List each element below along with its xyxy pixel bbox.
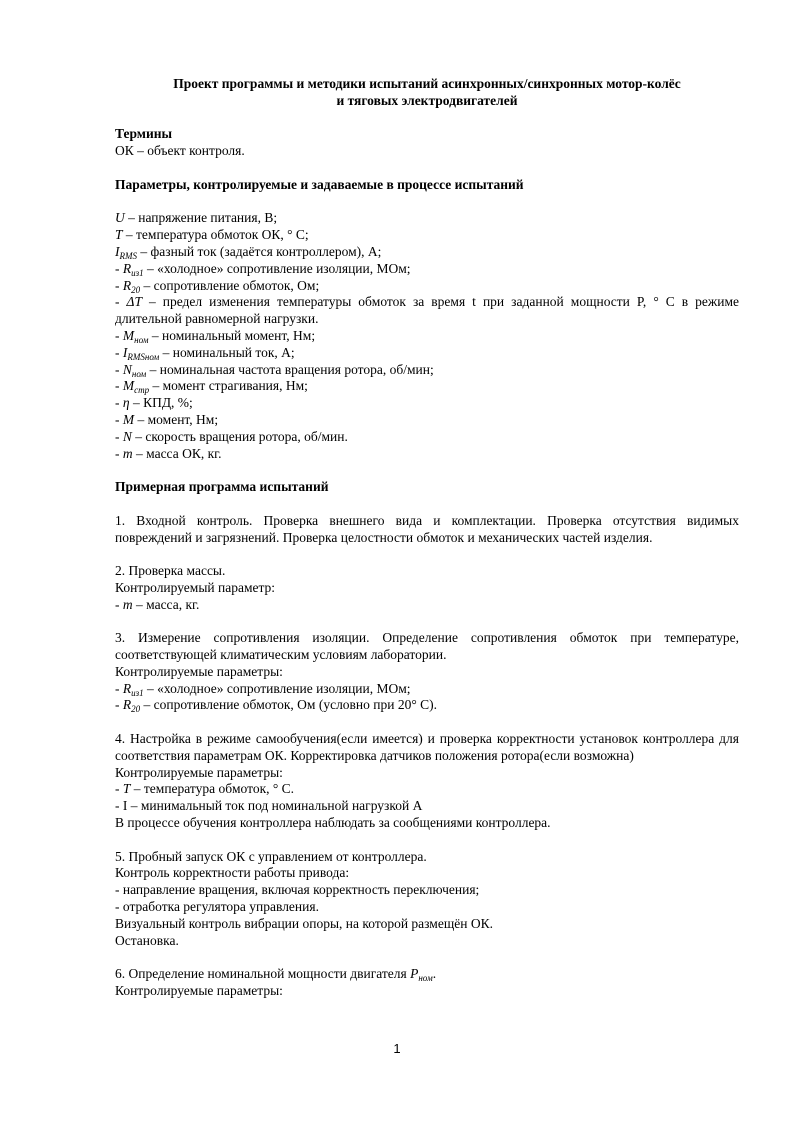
param-item: - $M_{ном}$ – номинальный момент, Нм; — [115, 327, 316, 345]
terms-heading: Термины — [115, 126, 173, 142]
page-number: 1 — [393, 1041, 401, 1056]
step-4-text: 4. Настройка в режиме самообучения(если имеется) и проверка корректности установок контроллера для соответствия параметрам ОК. Корректировка датчиков положения ротора(если возможна) — [115, 731, 739, 763]
param-item: - $M_{стр}$ – момент страгивания, Нм; — [115, 378, 308, 396]
step-3-param-insulation: - $R_{из1}$ – «холодное» сопротивление изоляции, МОм; — [115, 680, 411, 698]
step-5-line-5: Остановка. — [115, 932, 179, 948]
param-item: - $I_{RMSном}$ – номинальный ток, А; — [115, 344, 295, 362]
step-5-line-2: - направление вращения, включая корректность переключения; — [115, 882, 480, 898]
step-3-param-resistance: - $R_{20}$ – сопротивление обмоток, Ом (условно при 20° С). — [115, 697, 437, 715]
step-4-note: В процессе обучения контроллера наблюдать за сообщениями контроллера. — [115, 815, 551, 831]
step-2-title: 2. Проверка массы. — [115, 563, 226, 579]
step-4-param-current: - I – минимальный ток под номинальной нагрузкой А — [115, 798, 423, 814]
param-item: - N – скорость вращения ротора, об/мин. — [115, 428, 348, 444]
step-2-param-mass: - m – масса, кг. — [115, 596, 200, 612]
terms-ok-definition: ОК – объект контроля. — [115, 143, 245, 159]
document-title-line-2: и тяговых электродвигателей — [336, 92, 518, 108]
param-item: $I_{RMS}$ – фазный ток (задаётся контроллером), А; — [115, 243, 382, 261]
step-6-label: Контролируемые параметры: — [115, 983, 283, 999]
params-heading: Параметры, контролируемые и задаваемые в процессе испытаний — [115, 176, 524, 192]
param-item: T – температура обмоток ОК, ° С; — [115, 227, 309, 243]
step-4-label: Контролируемые параметры: — [115, 764, 283, 780]
param-item: U – напряжение питания, В; — [115, 210, 278, 226]
program-heading: Примерная программа испытаний — [115, 479, 329, 495]
step-4-param-temperature: - T – температура обмоток, ° С. — [115, 781, 295, 797]
params-list — [115, 210, 739, 462]
step-3-text: 3. Измерение сопротивления изоляции. Определение сопротивления обмоток при температуре, соответствующей климатическим условиям лаборатории. — [115, 630, 739, 663]
param-item: - m – масса ОК, кг. — [115, 445, 222, 461]
param-item: - η – КПД, %; — [115, 395, 193, 411]
param-item: - $R_{из1}$ – «холодное» сопротивление изоляции, МОм; — [115, 260, 411, 278]
step-5-line-3: - отработка регулятора управления. — [115, 899, 319, 915]
step-5-line-4: Визуальный контроль вибрации опоры, на которой размещён ОК. — [115, 915, 493, 931]
step-6-title: 6. Определение номинальной мощности двигателя $P_{ном}$. — [115, 966, 437, 984]
step-1-text: 1. Входной контроль. Проверка внешнего вида и комплектации. Проверка отсутствия видимых повреждений и загрязнений. Проверка целостности обмоток и механических частей изделия. — [115, 512, 739, 545]
param-item: - $R_{20}$ – сопротивление обмоток, Ом; — [115, 277, 320, 295]
step-3-label: Контролируемые параметры: — [115, 663, 283, 679]
document-page — [115, 76, 739, 1000]
step-5-title: 5. Пробный запуск ОК с управлением от контроллера. — [115, 848, 427, 864]
step-5-line-1: Контроль корректности работы привода: — [115, 865, 350, 881]
param-item: - $N_{ном}$ – номинальная частота вращения ротора, об/мин; — [115, 361, 434, 379]
step-2-label: Контролируемый параметр: — [115, 579, 276, 595]
document-title-line-1: Проект программы и методики испытаний асинхронных/синхронных мотор-колёс — [173, 76, 681, 91]
param-item: - ΔT – предел изменения температуры обмоток за время t при заданной мощности P, ° С в режиме длительной равномерной нагрузки. — [115, 294, 739, 327]
param-item: - M – момент, Нм; — [115, 411, 219, 427]
